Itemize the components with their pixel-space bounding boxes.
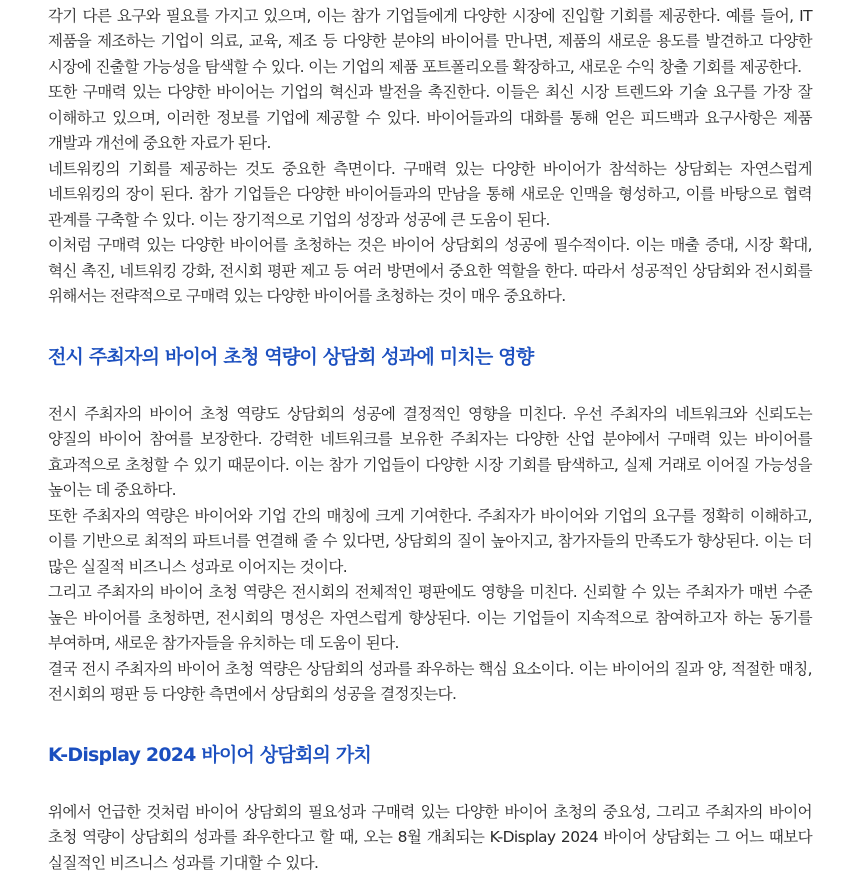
paragraph: 전시 주최자의 바이어 초청 역량도 상담회의 성공에 결정적인 영향을 미친다. 우선 주최자의 네트워크와 신뢰도는 양질의 바이어 참여를 보장한다. 강력한 네트워크를 보유한 주최자는 다양한 산업 분야에서 구매력 있는 바이어를 효과적으로 초청할 수 있기 때문이다. 이는 참가 기업들이 다양한 시장 기회를 탐색하고, 실제 거래로 이어질 가능성을 높이는 데 중요하다.	[48, 402, 812, 504]
paragraph: 네트워킹의 기회를 제공하는 것도 중요한 측면이다. 구매력 있는 다양한 바이어가 참석하는 상담회는 자연스럽게 네트워킹의 장이 된다. 참가 기업들은 다양한 바이어들과의 만남을 통해 새로운 인맥을 형성하고, 이를 바탕으로 협력 관계를 구축할 수 있다. 이는 장기적으로 기업의 성장과 성공에 큰 도움이 된다.	[48, 157, 812, 234]
section-host-capability	[48, 402, 812, 708]
paragraph: 위에서 언급한 것처럼 바이어 상담회의 필요성과 구매력 있는 다양한 바이어 초청의 중요성, 그리고 주최자의 바이어 초청 역량이 상담회의 성과를 좌우한다고 할 때, 오는 8월 개최되는 K-Display 2024 바이어 상담회는 그 어느 때보다 실질적인 비즈니스 성과를 기대할 수 있다.	[48, 800, 812, 876]
paragraph: 또한 주최자의 역량은 바이어와 기업 간의 매칭에 크게 기여한다. 주최자가 바이어와 기업의 요구를 정확히 이해하고, 이를 기반으로 최적의 파트너를 연결해 줄 수 있다면, 상담회의 질이 높아지고, 참가자들의 만족도가 향상된다. 이는 더 많은 실질적 비즈니스 성과로 이어지는 것이다.	[48, 504, 812, 581]
section-intro	[48, 0, 812, 310]
paragraph: 또한 구매력 있는 다양한 바이어는 기업의 혁신과 발전을 촉진한다. 이들은 최신 시장 트렌드와 기술 요구를 가장 잘 이해하고 있으며, 이러한 정보를 기업에 제공할 수 있다. 바이어들과의 대화를 통해 얻은 피드백과 요구사항은 제품 개발과 개선에 중요한 자료가 된다.	[48, 80, 812, 157]
paragraph: 이처럼 구매력 있는 다양한 바이어를 초청하는 것은 바이어 상담회의 성공에 필수적이다. 이는 매출 증대, 시장 확대, 혁신 촉진, 네트워킹 강화, 전시회 평판 제고 등 여러 방면에서 중요한 역할을 한다. 따라서 성공적인 상담회와 전시회를 위해서는 전략적으로 구매력 있는 다양한 바이어를 초청하는 것이 매우 중요하다.	[48, 233, 812, 310]
section-kdisplay-value	[48, 800, 812, 876]
paragraph: 결국 전시 주최자의 바이어 초청 역량은 상담회의 성과를 좌우하는 핵심 요소이다. 이는 바이어의 질과 양, 적절한 매칭, 전시회의 평판 등 다양한 측면에서 상담회의 성공을 결정짓는다.	[48, 657, 812, 708]
paragraph: 각기 다른 요구와 필요를 가지고 있으며, 이는 참가 기업들에게 다양한 시장에 진입할 기회를 제공한다. 예를 들어, IT 제품을 제조하는 기업이 의료, 교육, 제조 등 다양한 분야의 바이어를 만나면, 제품의 새로운 용도를 발견하고 다양한 시장에 진출할 가능성을 탐색할 수 있다. 이는 기업의 제품 포트폴리오를 확장하고, 새로운 수익 창출 기회를 제공한다.	[48, 0, 812, 80]
section-heading-kdisplay-value: K-Display 2024 바이어 상담회의 가치	[48, 742, 812, 768]
section-heading-host-capability: 전시 주최자의 바이어 초청 역량이 상담회 성과에 미치는 영향	[48, 344, 812, 370]
article-body	[48, 0, 812, 876]
paragraph: 그리고 주최자의 바이어 초청 역량은 전시회의 전체적인 평판에도 영향을 미친다. 신뢰할 수 있는 주최자가 매번 수준 높은 바이어를 초청하면, 전시회의 명성은 자연스럽게 향상된다. 이는 기업들이 지속적으로 참여하고자 하는 동기를 부여하며, 새로운 참가자들을 유치하는 데 도움이 된다.	[48, 580, 812, 657]
